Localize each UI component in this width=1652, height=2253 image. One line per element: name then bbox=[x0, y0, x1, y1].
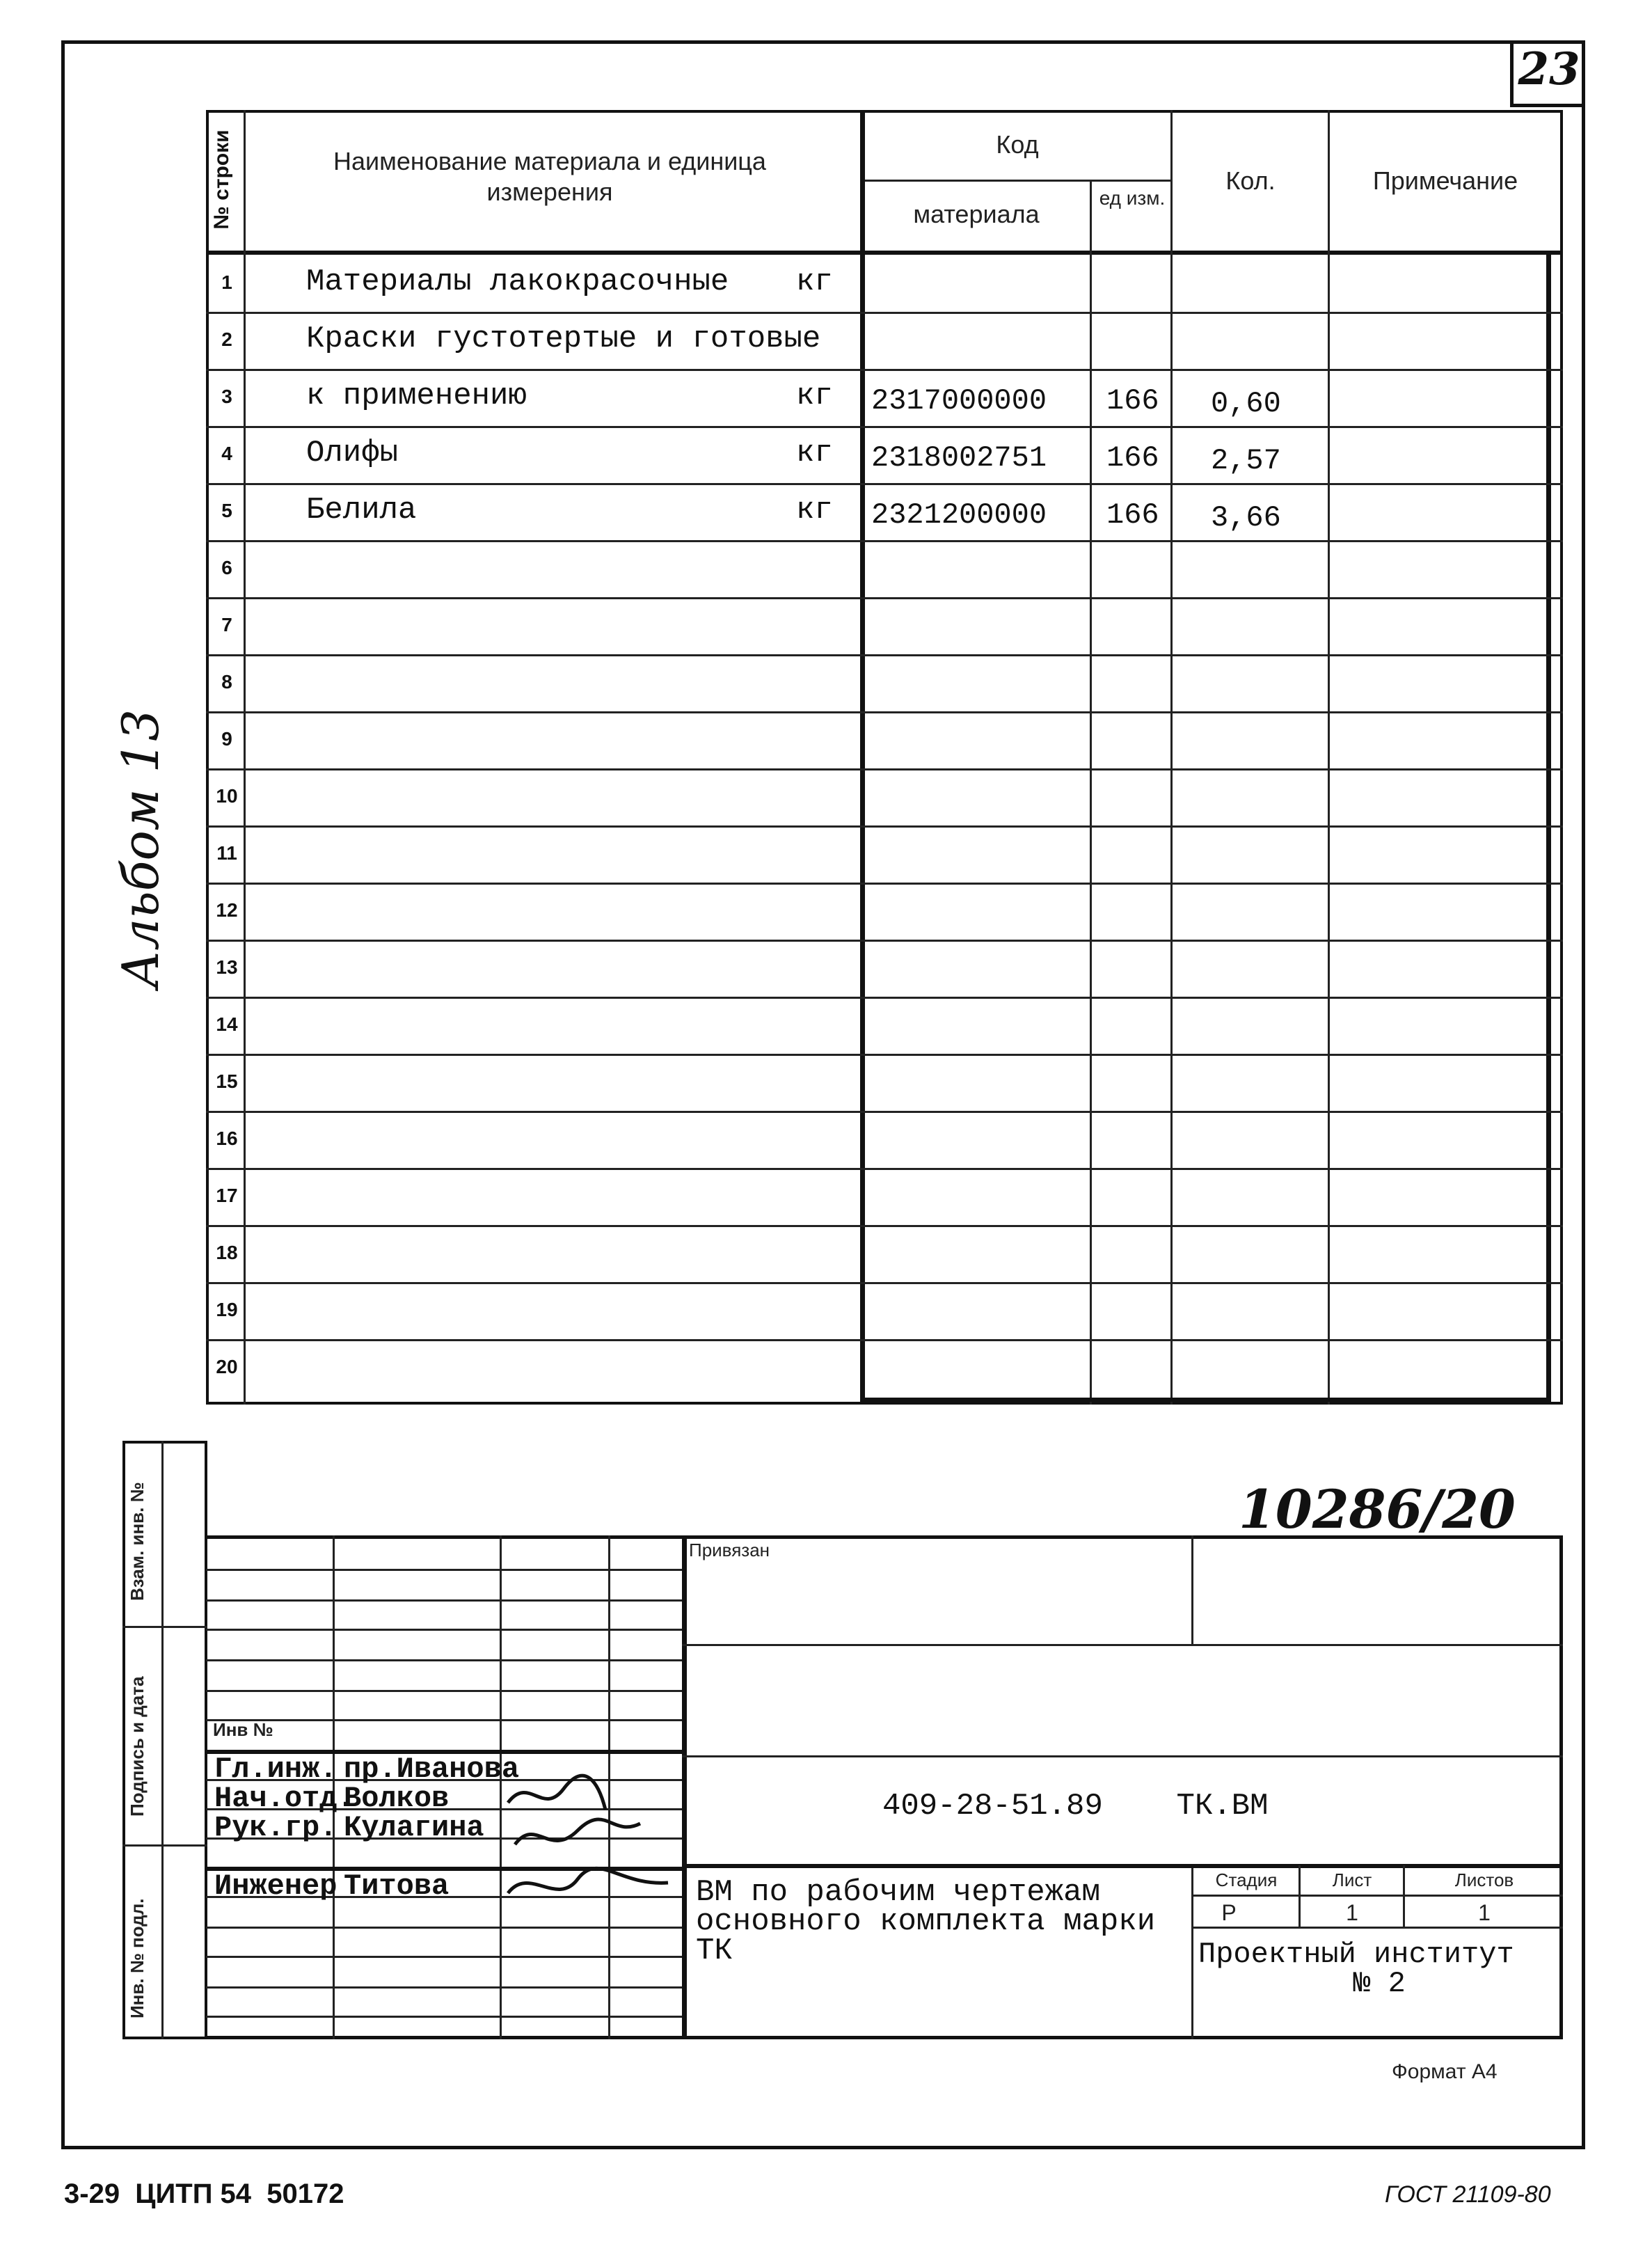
row-number: 10 bbox=[216, 785, 238, 807]
row-code: 2321200000 bbox=[871, 498, 1047, 532]
inv-no-label: Инв № bbox=[213, 1719, 273, 1740]
row-code: 2317000000 bbox=[871, 384, 1047, 418]
row-number: 5 bbox=[221, 500, 232, 521]
title-line2: основного комплекта марки bbox=[696, 1904, 1156, 1939]
row-unit-code: 166 bbox=[1106, 441, 1159, 475]
stamp-left-line bbox=[206, 1569, 682, 1571]
row-number: 1 bbox=[221, 271, 232, 293]
staff-name: Титова bbox=[344, 1869, 450, 1903]
stamp-r-h5 bbox=[1191, 1927, 1563, 1929]
stamp-left-line bbox=[206, 1629, 682, 1631]
row-name: Материалы лакокрасочные bbox=[306, 264, 729, 299]
staff-name: пр.Иванова bbox=[344, 1753, 520, 1786]
sheet-label: Лист bbox=[1332, 1869, 1372, 1890]
data-bottom-line bbox=[860, 1398, 1550, 1402]
row-name: Олифы bbox=[306, 436, 399, 471]
header-row-no: № строки bbox=[210, 129, 233, 230]
stamp-v4 bbox=[682, 1535, 687, 2039]
header-note: Примечание bbox=[1372, 166, 1518, 195]
staff-role: Рук.гр. bbox=[214, 1811, 337, 1844]
stamp-r-h4 bbox=[1191, 1895, 1563, 1897]
document-code: 409-28-51.89 ТК.ВМ bbox=[882, 1789, 1269, 1824]
stamp-r-h1 bbox=[682, 1644, 1563, 1646]
staff-role: Нач.отд. bbox=[214, 1782, 355, 1815]
table-row bbox=[0, 483, 1652, 540]
row-unit-code: 166 bbox=[1106, 384, 1159, 418]
sheets-label: Листов bbox=[1454, 1869, 1514, 1890]
table-row bbox=[0, 1282, 1652, 1339]
table-row bbox=[0, 1225, 1652, 1282]
table-row bbox=[0, 711, 1652, 768]
side-strip-line1 bbox=[122, 1626, 207, 1628]
header-unit: ед изм. bbox=[1099, 187, 1166, 209]
row-number: 6 bbox=[221, 557, 232, 578]
row-number: 17 bbox=[216, 1185, 238, 1206]
stamp-r-h2 bbox=[682, 1755, 1563, 1757]
table-row bbox=[0, 597, 1652, 654]
row-name: Краски густотертые и готовые bbox=[306, 322, 821, 356]
handwritten-number: 10286/20 bbox=[1239, 1478, 1516, 1540]
footer-left: 3-29 ЦИТП 54 50172 bbox=[64, 2179, 344, 2209]
row-number: 3 bbox=[221, 386, 232, 407]
title-line3: ТК bbox=[696, 1934, 733, 1968]
row-number: 13 bbox=[216, 956, 238, 978]
signature-volkov bbox=[508, 1776, 605, 1810]
stamp-r-v7 bbox=[1298, 1865, 1301, 1928]
header-code: Код bbox=[996, 130, 1039, 159]
table-row bbox=[0, 768, 1652, 825]
table-row bbox=[0, 312, 1652, 369]
table-row bbox=[0, 369, 1652, 426]
row-number: 20 bbox=[216, 1356, 238, 1377]
signature-titova bbox=[508, 1868, 668, 1893]
row-name: Белила bbox=[306, 493, 417, 528]
row-number: 16 bbox=[216, 1128, 238, 1149]
sheet-value: 1 bbox=[1346, 1900, 1358, 1925]
row-number: 4 bbox=[221, 443, 232, 464]
org-line1: Проектный институт bbox=[1198, 1938, 1514, 1971]
stage-value: Р bbox=[1221, 1900, 1237, 1925]
format-label: Формат А4 bbox=[1392, 2060, 1498, 2083]
row-number: 19 bbox=[216, 1299, 238, 1320]
row-number: 9 bbox=[221, 728, 232, 750]
row-qty: 0,60 bbox=[1211, 387, 1281, 420]
stamp-left-line bbox=[206, 1690, 682, 1692]
side-label-inv-podl: Инв. № подл. bbox=[127, 1898, 148, 2018]
row-number: 14 bbox=[216, 1013, 238, 1035]
row-unit: кг bbox=[796, 436, 833, 471]
table-row bbox=[0, 997, 1652, 1054]
signature-kulagina bbox=[515, 1819, 640, 1844]
table-row bbox=[0, 825, 1652, 883]
stamp-left-line bbox=[206, 1927, 682, 1929]
row-number: 2 bbox=[221, 329, 232, 350]
side-strip-divider bbox=[161, 1441, 164, 2039]
stamp-v6 bbox=[1191, 1865, 1193, 2039]
org-line2: № 2 bbox=[1353, 1967, 1406, 2000]
stamp-left-line bbox=[206, 1956, 682, 1958]
row-unit: кг bbox=[796, 379, 833, 413]
row-qty: 2,57 bbox=[1211, 444, 1281, 477]
signatures bbox=[501, 1761, 682, 1921]
header-name: Наименование материала и единица измерения bbox=[333, 147, 766, 206]
staff-name: Волков bbox=[344, 1782, 450, 1815]
sheets-value: 1 bbox=[1478, 1900, 1491, 1925]
row-number: 7 bbox=[221, 614, 232, 635]
row-unit-code: 166 bbox=[1106, 498, 1159, 532]
row-name: к применению bbox=[306, 379, 527, 413]
side-strip-line2 bbox=[122, 1844, 207, 1847]
stamp-r-h3 bbox=[682, 1864, 1563, 1868]
row-number: 15 bbox=[216, 1070, 238, 1092]
stamp-v5 bbox=[1191, 1535, 1193, 1644]
row-number: 18 bbox=[216, 1242, 238, 1263]
table-row bbox=[0, 255, 1652, 312]
stamp-left-line bbox=[206, 1599, 682, 1602]
row-number: 8 bbox=[221, 671, 232, 693]
stamp-left-line bbox=[206, 1719, 682, 1721]
privyazan-label: Привязан bbox=[689, 1540, 770, 1560]
staff-role: Гл.инж. bbox=[214, 1753, 337, 1786]
row-qty: 3,66 bbox=[1211, 501, 1281, 535]
stamp-left-line bbox=[206, 1986, 682, 1989]
stamp-r-v8 bbox=[1403, 1865, 1405, 1928]
header-material: материала bbox=[913, 200, 1040, 228]
staff-role: Инженер bbox=[214, 1869, 337, 1903]
album-label: Альбом 13 bbox=[111, 709, 170, 988]
stage-label: Стадия bbox=[1215, 1869, 1278, 1890]
row-unit: кг bbox=[796, 493, 833, 528]
side-label-vzam: Взам. инв. № bbox=[127, 1482, 148, 1601]
table-row bbox=[0, 1339, 1652, 1396]
sheet-number: 23 bbox=[1518, 43, 1580, 95]
table-row bbox=[0, 540, 1652, 597]
row-unit: кг bbox=[796, 264, 833, 299]
title-line1: ВМ по рабочим чертежам bbox=[696, 1875, 1100, 1910]
table-row bbox=[0, 654, 1652, 711]
footer-right: ГОСТ 21109-80 bbox=[1385, 2181, 1551, 2208]
header-qty: Кол. bbox=[1225, 166, 1276, 195]
stamp-left-line bbox=[206, 1659, 682, 1661]
side-label-podpis: Подпись и дата bbox=[127, 1676, 148, 1817]
table-row bbox=[0, 1168, 1652, 1225]
table-row bbox=[0, 1054, 1652, 1111]
row-code: 2318002751 bbox=[871, 441, 1047, 475]
code-sub-divider bbox=[861, 180, 1172, 182]
table-row bbox=[0, 426, 1652, 483]
table-row bbox=[0, 883, 1652, 940]
table-row bbox=[0, 1111, 1652, 1168]
table-row bbox=[0, 940, 1652, 997]
row-number: 12 bbox=[216, 899, 238, 921]
row-number: 11 bbox=[216, 842, 237, 864]
staff-name: Кулагина bbox=[344, 1811, 484, 1844]
stamp-left-line bbox=[206, 2016, 682, 2018]
